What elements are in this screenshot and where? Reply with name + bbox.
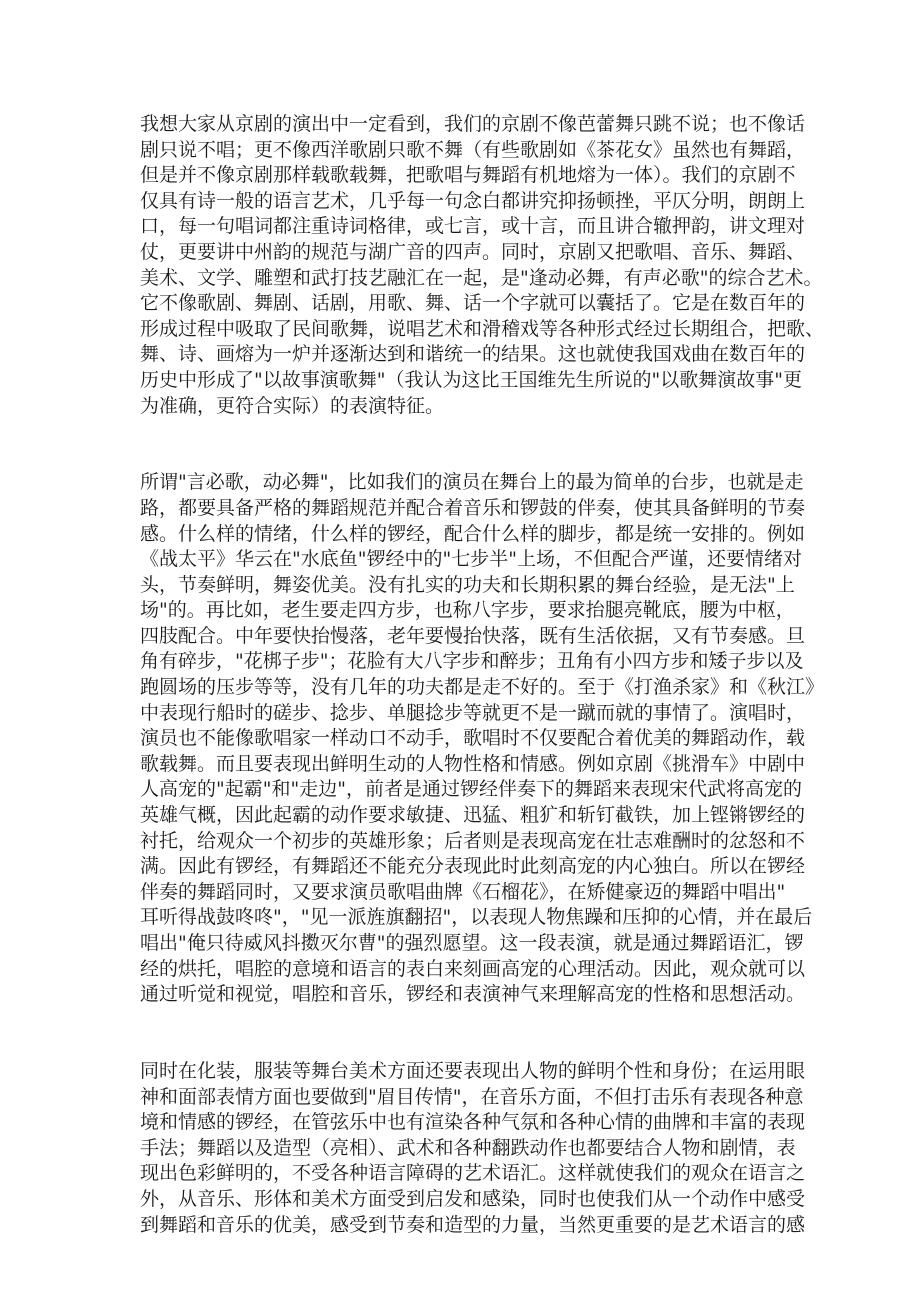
document-body <box>140 112 825 1289</box>
text-line: 满。因此有锣经，有舞蹈还不能充分表现此时此刻高宠的内心独白。所以在锣经 <box>140 855 806 878</box>
text-line: 英雄气概，因此起霸的动作要求敏捷、迅猛、粗犷和斩钉截铁，加上铿锵锣经的 <box>140 804 806 827</box>
text-line: 为准确，更符合实际）的表演特征。 <box>140 394 445 417</box>
text-line: 美术、文学、雕塑和武打技艺融汇在一起，是"逢动必舞，有声必歌"的综合艺术。 <box>140 266 823 289</box>
text-line: 四肢配合。中年要快抬慢落，老年要慢抬快落，既有生活依据，又有节奏感。旦 <box>140 624 806 647</box>
text-line: 剧只说不唱；更不像西洋歌剧只歌不舞（有些歌剧如《茶花女》虽然也有舞蹈， <box>140 138 806 161</box>
text-line: 经的烘托，唱腔的意境和语言的表白来刻画高宠的心理活动。因此，观众就可以 <box>140 957 806 980</box>
text-line: 中表现行船时的磋步、捻步、单腿捻步等就更不是一蹴而就的事情了。演唱时， <box>140 701 806 724</box>
text-line: 口，每一句唱词都注重诗词格律，或七言，或十言，而且讲合辙押韵，讲文理对 <box>140 215 806 238</box>
text-line: 跑圆场的压步等等，没有几年的功夫都是走不好的。至于《打渔杀家》和《秋江》 <box>140 676 825 699</box>
text-line: 仗，更要讲中州韵的规范与湖广音的四声。同时，京剧又把歌唱、音乐、舞蹈、 <box>140 240 806 263</box>
text-line: 头，节奏鲜明，舞姿优美。没有扎实的功夫和长期积累的舞台经验，是无法"上 <box>140 573 795 596</box>
text-line: 神和面部表情方面也要做到"眉目传情"，在音乐方面，不但打击乐有表现各种意 <box>140 1085 804 1108</box>
text-line: 唱出"俺只待威风抖擞灭尔曹"的强烈愿望。这一段表演，就是通过舞蹈语汇，锣 <box>140 932 804 954</box>
text-line: 到舞蹈和音乐的优美，感受到节奏和造型的力量，当然更重要的是艺术语言的感 <box>140 1213 806 1236</box>
text-line: 伴奏的舞蹈同时，又要求演员歌唱曲牌《石榴花》，在矫健豪迈的舞蹈中唱出" <box>140 880 786 903</box>
text-line: 它不像歌剧、舞剧、话剧，用歌、舞、话一个字就可以囊括了。它是在数百年的 <box>140 292 806 315</box>
text-line: 所谓"言必歌，动必舞"，比如我们的演员在舞台上的最为简单的台步，也就是走 <box>140 471 804 494</box>
text-line: 衬托，给观众一个初步的英雄形象；后者则是表现高宠在壮志难酬时的忿怒和不 <box>140 829 806 852</box>
text-line: 场"的。再比如，老生要走四方步，也称八字步，要求抬腿亮靴底，腰为中枢， <box>140 599 795 622</box>
text-line: 手法；舞蹈以及造型（亮相）、武术和各种翻跌动作也都要结合人物和剧情，表 <box>140 1136 796 1159</box>
text-line: 歌载舞。而且要表现出鲜明生动的人物性格和情感。例如京剧《挑滑车》中剧中 <box>140 752 806 775</box>
text-line: 同时在化装，服装等舞台美术方面还要表现出人物的鲜明个性和身份；在运用眼 <box>140 1059 806 1082</box>
text-line: 感。什么样的情绪，什么样的锣经，配合什么样的脚步，都是统一安排的。例如 <box>140 522 806 545</box>
text-line: 现出色彩鲜明的，不受各种语言障碍的艺术语汇。这样就使我们的观众在语言之 <box>140 1162 806 1185</box>
paragraph <box>140 112 825 419</box>
text-line: 路，都要具备严格的舞蹈规范并配合着音乐和锣鼓的伴奏，使其具备鲜明的节奏 <box>140 496 806 519</box>
text-line: 《战太平》华云在"水底鱼"锣经中的"七步半"上场，不但配合严谨，还要情绪对 <box>140 548 802 571</box>
text-line: 历史中形成了"以故事演歌舞"（我认为这比王国维先生所说的"以歌舞演故事"更 <box>140 368 802 391</box>
paragraph <box>140 470 825 1007</box>
text-line: 通过听觉和视觉，唱腔和音乐，锣经和表演神气来理解高宠的性格和思想活动。 <box>140 983 806 1006</box>
text-line: 外，从音乐、形体和美术方面受到启发和感染，同时也使我们从一个动作中感受 <box>140 1187 806 1210</box>
text-line: 舞、诗、画熔为一炉并逐渐达到和谐统一的结果。这也就使我国戏曲在数百年的 <box>140 343 806 366</box>
text-line: 演员也不能像歌唱家一样动口不动手，歌唱时不仅要配合着优美的舞蹈动作，载 <box>140 727 806 750</box>
text-line: 我想大家从京剧的演出中一定看到，我们的京剧不像芭蕾舞只跳不说；也不像话 <box>140 113 806 135</box>
text-line: 形成过程中吸取了民间歌舞，说唱艺术和滑稽戏等各种形式经过长期组合，把歌、 <box>140 317 825 340</box>
text-line: 但是并不像京剧那样载歌载舞，把歌唱与舞蹈有机地熔为一体）。我们的京剧不 <box>140 164 796 187</box>
text-line: 耳听得战鼓咚咚"，"见一派旌旗翻招"，以表现人物焦躁和压抑的心情，并在最后 <box>140 906 813 929</box>
paragraph <box>140 1059 806 1238</box>
text-line: 境和情感的锣经，在管弦乐中也有渲染各种气氛和各种心情的曲牌和丰富的表现 <box>140 1111 806 1134</box>
text-line: 角有碎步，"花梆子步"；花脸有大八字步和醉步；丑角有小四方步和矮子步以及 <box>140 650 804 673</box>
text-line: 人高宠的"起霸"和"走边"，前者是通过锣经伴奏下的舞蹈来表现宋代武将高宠的 <box>140 778 802 801</box>
text-line: 仅具有诗一般的语言艺术，几乎每一句念白都讲究抑扬顿挫，平仄分明，朗朗上 <box>140 189 806 212</box>
